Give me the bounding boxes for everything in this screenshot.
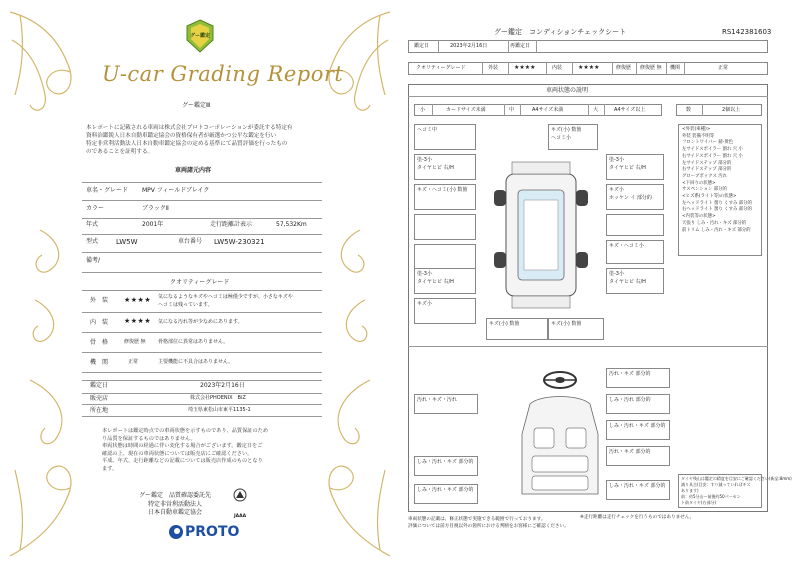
badge-text: グー鑑定: [190, 33, 211, 39]
issuer-line: 日本自動車鑑定協会: [147, 509, 202, 516]
repair-label: 修復歴: [616, 65, 632, 71]
ext-box: 塗-3小 タイヤヒビ 右/H: [414, 154, 476, 180]
sheet-code: RS142381603: [722, 28, 772, 36]
size-large-desc: A4サイズ以上: [614, 107, 646, 113]
dealer-value: 株式会社PHOENIX BiZ: [190, 395, 246, 401]
int-box: 汚れ・キズ・汚れ: [414, 394, 478, 414]
footer-line: 車両状態の記載は、修正状態で実施できる範囲で行っております。: [408, 517, 546, 522]
ext-box: [606, 214, 664, 236]
note-line: <ヒズ系(ライト等)の状態>: [682, 194, 737, 200]
note-line: フロントワイパー 錆-黄色: [682, 140, 734, 146]
car-top-view: [486, 160, 596, 310]
quality-frame-desc: 骨格部位に異常はありません。: [158, 339, 229, 345]
section-condition-title: 車両状態の説明: [546, 87, 589, 94]
quality-engine-value: 正常: [128, 359, 139, 365]
note-line: <内装等の状態>: [682, 214, 716, 220]
int-box: しみ・汚れ・キズ 部分的: [606, 420, 670, 440]
repair-value: 修復歴 無: [640, 65, 662, 71]
issuer-block: [120, 492, 230, 518]
proto-logo: [168, 524, 239, 540]
note-line: サスペンション 部分的: [682, 187, 727, 193]
tire-note-line: あります): [681, 488, 699, 493]
note-line: 前トリム しみ・汚れ・キズ 部分的: [682, 227, 751, 233]
note-line: 右サイドスポイラー 割れ 穴 小: [682, 153, 743, 159]
model-value: LW5W: [116, 238, 138, 246]
disclaimer-line: ます。: [102, 465, 118, 472]
report-title: U-car Grading Report: [102, 62, 344, 86]
tire-note-line: ト前タイヤ(右部分): [681, 500, 717, 505]
quality-engine-desc: 主要機能に不具合はありません。: [158, 359, 234, 365]
quality-exterior-stars: ★★★★: [124, 296, 152, 304]
ext-box: [414, 214, 476, 240]
intro-line: 資料治鑑鋭人日本自動車鑑定協会の資格保有者が厳選かつ公平な鑑定を行い: [86, 133, 277, 139]
tire-note-line: タイヤ残山は鑑定の精度を目安にご確認ください(新品:8mm): [681, 476, 792, 481]
date-value: 2023年2月16日: [200, 382, 245, 389]
color-label: カラー: [86, 205, 105, 212]
note-line: 外装 装備不明等: [682, 133, 715, 139]
interior-label: 内装: [552, 65, 563, 71]
ext-box: キズ・ヘコミ(小) 数箇: [414, 184, 476, 210]
grade-label: 車名・グレード: [86, 187, 129, 194]
check-date-label: 鑑定日: [414, 43, 430, 49]
ext-box: キズ(小) 数箇: [548, 318, 604, 340]
jaaa-logo: [226, 488, 254, 519]
issuer-line: 特定非営利活動法人: [147, 500, 202, 508]
address-label: 所在地: [90, 407, 109, 414]
ext-box: ヘコミ中: [414, 124, 476, 150]
size-mid-desc: A4サイズ未満: [532, 107, 564, 113]
ext-box: 塗-3小 タイヤヒビ 右/H: [606, 154, 664, 180]
chassis-value: LW5W-230321: [214, 238, 265, 246]
footer-right-note: ※走行距離は走行チェックを行うものではありません。: [580, 515, 695, 520]
note-line: 右サイドステップ 部分的: [682, 167, 732, 173]
issuer-line: グー鑑定 品質確認委託先: [138, 492, 211, 499]
ext-box: 塗-3小 タイヤヒビ 右/H: [606, 268, 664, 294]
tire-note: [681, 476, 792, 506]
model-label: 型式: [86, 238, 99, 245]
address-value: 埼玉県東松山市東平1135-1: [188, 407, 251, 413]
disclaimer-line: 確認の上、現在の車両状態については販売店にご確認ください。: [102, 450, 253, 457]
quality-exterior-desc: ヘコミは残っています。: [158, 302, 213, 308]
section-vehicle-title: 車両諸元内容: [175, 167, 212, 174]
note-line: <下回りの状態>: [682, 180, 716, 186]
chassis-label: 車台番号: [178, 238, 203, 245]
grade-value: MPV フィールドブレイク: [142, 187, 210, 194]
quality-frame-label: 骨 格: [90, 339, 109, 346]
remarks-label: 備考/: [86, 257, 101, 264]
size-small: 小: [420, 107, 426, 113]
int-box: しみ・汚れ・キズ 部分的: [606, 480, 670, 500]
dealer-label: 販売店: [90, 395, 109, 402]
disclaimer-line: 本レポートは鑑定時点での車両状態を示すものであり、品質保証のため: [102, 428, 269, 434]
intro-line: 本レポートに記載される車両は株式会社プロトコーポレーションが委託する特定有: [86, 125, 293, 131]
note-line: グローブボックス 汚れ: [682, 173, 728, 179]
ext-box: 塗-3小 タイヤヒビ 右/H: [414, 268, 476, 294]
footer-line: 評価については前方目視以外の箇所における判断をお客様にご確認ください。: [408, 524, 569, 529]
note-line: 左サイドスポイラー 割れ 穴 小: [682, 147, 743, 153]
date-label: 鑑定日: [90, 382, 109, 389]
tire-note-line: 減り具合(目安：すり減っていればキズ: [681, 482, 751, 487]
size-large: 大: [593, 107, 599, 113]
size-small-desc: カードサイズ未満: [446, 107, 486, 113]
note-line: 左サイドステップ 部分的: [682, 160, 732, 166]
goo-kantei-badge: [187, 20, 213, 52]
condition-check-sheet: [400, 0, 800, 566]
ext-box: [414, 244, 476, 270]
ext-box: キズ・ヘコミ小: [606, 240, 664, 264]
size-mid: 中: [509, 107, 515, 113]
ext-box: キズ小: [414, 298, 476, 324]
int-box: しみ・汚れ 部分的: [606, 394, 670, 414]
car-interior-view: [510, 394, 610, 504]
section-quality-title: クオリティーグレード: [170, 279, 230, 286]
re-check-label: 再鑑定日: [510, 43, 531, 49]
interior-stars: ★★★★: [578, 64, 600, 71]
count-label: 数: [686, 107, 692, 113]
int-box: 汚れ・キズ 部分的: [606, 368, 670, 388]
intro-line: のであることを証明する。: [86, 149, 154, 155]
int-box: しみ・汚れ・キズ 部分的: [414, 484, 478, 504]
ext-box: キズ(小) 数箇 ヘコミ小: [548, 124, 598, 150]
ext-box: キズ(小) 数箇: [486, 318, 548, 340]
jaaa-label: JAAA: [233, 514, 247, 519]
quality-engine-label: 機 関: [90, 359, 109, 366]
note-line: 天張り しみ・汚れ・キズ 部分的: [682, 220, 747, 226]
color-value: ブラックⅡ: [142, 205, 169, 212]
sheet-title: グー鑑定 コンディションチェックシート: [494, 28, 627, 36]
year-value: 2001年: [142, 221, 164, 228]
int-box: しみ・汚れ・キズ 部分的: [414, 456, 478, 476]
disclaimer-text: [102, 428, 322, 474]
quality-exterior-label: 外 装: [90, 297, 109, 304]
intro-text: [86, 124, 326, 156]
quality-interior-desc: 気になる汚れ等が少なめにあります。: [158, 319, 243, 325]
quality-interior-label: 内 装: [90, 319, 109, 326]
exterior-label: 外装: [488, 65, 499, 71]
note-line: 左ヘッドライト 曇り くすみ 部分的: [682, 200, 752, 206]
quality-interior-stars: ★★★★: [124, 317, 152, 325]
side-notes: [682, 127, 762, 234]
report-subtitle: グー鑑定Ⅲ: [182, 102, 211, 109]
quality-frame-value: 修復歴 無: [124, 339, 146, 345]
engine-value: 正常: [718, 65, 729, 71]
tire-note-line: 前：約5分山～前後約50パーセン: [681, 494, 741, 499]
mileage-value: 57,532Km: [276, 221, 307, 228]
quality-exterior-desc: 気になるようなキズやヘコミは極僅少ですが、小さなキズや: [158, 294, 293, 300]
exterior-stars: ★★★★: [514, 64, 536, 71]
year-label: 年式: [86, 221, 99, 228]
mileage-label: 走行距離計表示: [210, 221, 253, 228]
proto-text: PROTO: [185, 524, 240, 540]
quality-grade-label: クオリティーグレード: [416, 65, 466, 71]
note-line: <外装(車種)>: [682, 127, 711, 132]
engine-label: 機関: [670, 65, 681, 71]
disclaimer-line: 平成、年式、走行距離などの記載については販売店作成のものとなり: [102, 458, 263, 465]
count-value: 2個以上: [722, 107, 741, 113]
disclaimer-line: 車両状態は時間の経過に伴い変化する場合がございます。鑑定日をご: [102, 443, 263, 450]
check-date-value: 2023年2月16日: [450, 43, 488, 49]
ext-box: キズ小 ホッケン イ 部分的: [606, 184, 664, 210]
int-box: 汚れ・キズ 部分的: [606, 446, 670, 466]
note-line: 右ヘッドライト 曇り くすみ 部分的: [682, 207, 752, 213]
steering-wheel-icon: [542, 370, 578, 390]
intro-line: 特定非営利活動法人日本自動車鑑定協会の定める基準にて品質評価を行ったもの: [86, 141, 288, 147]
disclaimer-line: り品質を保証するものではありません。: [102, 435, 196, 442]
